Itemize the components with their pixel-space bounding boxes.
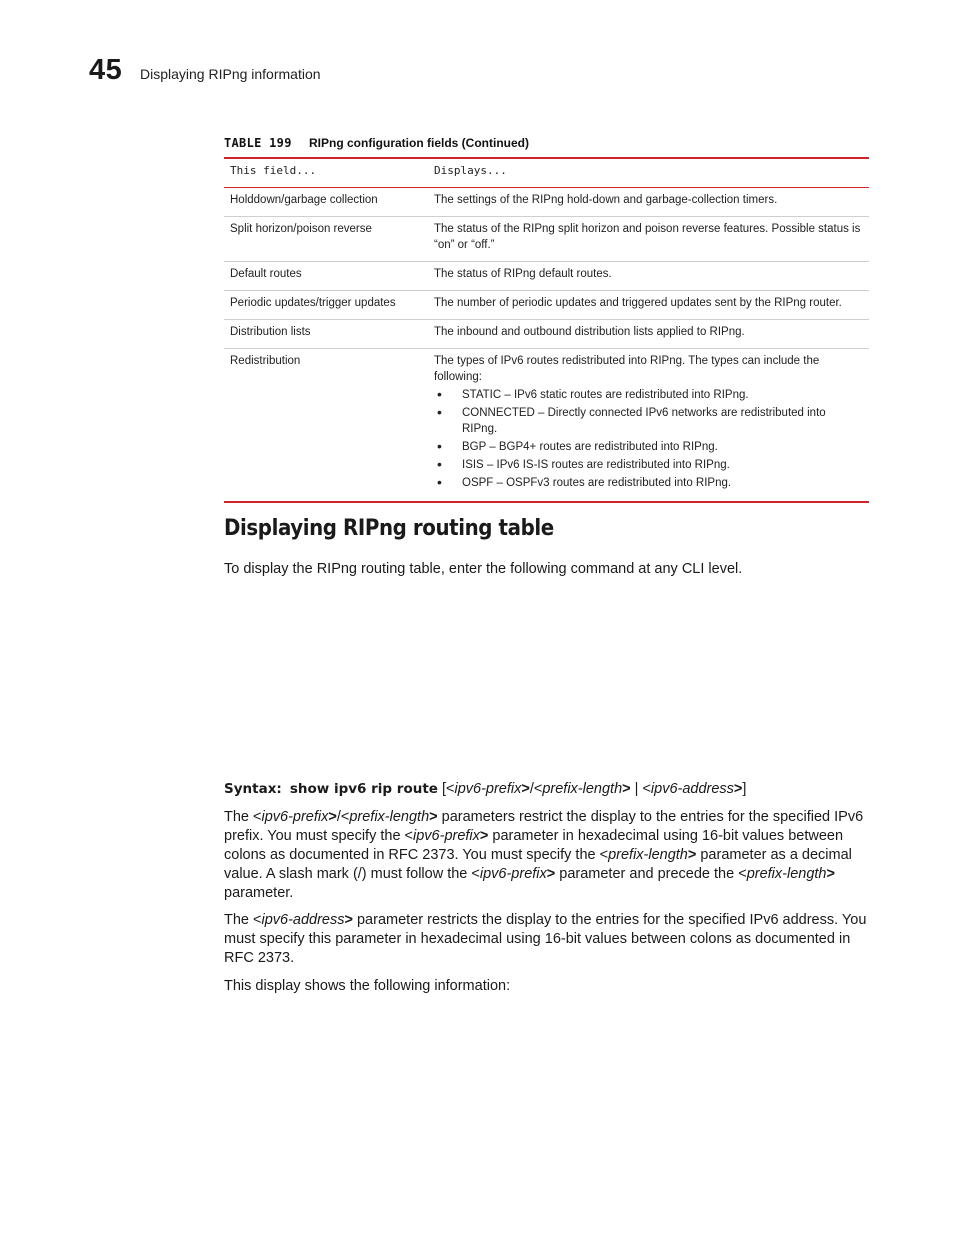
list-item-text: CONNECTED – Directly connected IPv6 networks are redistributed into RIPng. — [462, 407, 826, 435]
list-item — [437, 386, 863, 403]
text-run: parameter as a decimal value. A slash mark (/) must follow the — [224, 847, 852, 882]
text-run: < — [599, 847, 609, 863]
syntax-bracket: [ — [441, 781, 447, 797]
text-run: > — [328, 809, 337, 825]
display-info-paragraph: This display shows the following information: — [224, 978, 511, 994]
table-number: TABLE 199 — [224, 136, 292, 150]
field-name: Holddown/garbage collection — [224, 188, 428, 217]
chapter-number: 45 — [89, 54, 123, 86]
syntax-command: show ipv6 rip route — [289, 781, 438, 797]
ripng-fields-table — [224, 157, 869, 503]
text-run: < — [738, 866, 747, 882]
section-heading: Displaying RIPng routing table — [224, 516, 554, 541]
text-run: > — [429, 809, 438, 825]
field-description: The number of periodic updates and triggered updates sent by the RIPng router. — [428, 291, 869, 320]
text-run: > — [687, 847, 697, 863]
table-row — [224, 320, 869, 349]
field-description: The status of RIPng default routes. — [428, 262, 869, 291]
syntax-gt: > — [521, 781, 530, 797]
text-run: < — [471, 866, 480, 882]
syntax-line — [224, 780, 869, 799]
syntax-pipe: | — [630, 781, 643, 797]
field-name: Distribution lists — [224, 320, 428, 349]
text-run: > — [826, 866, 835, 882]
param-name: ipv6-address — [261, 912, 345, 928]
list-item-text: BGP – BGP4+ routes are redistributed into RIPng. — [462, 441, 718, 453]
param-name: prefix-length — [608, 847, 688, 863]
bullet-icon: • — [437, 474, 442, 490]
field-description — [428, 349, 869, 503]
field-name: Split horizon/poison reverse — [224, 217, 428, 262]
text-run: > — [479, 828, 489, 844]
syntax-bracket: ] — [742, 781, 747, 797]
list-item-text: OSPF – OSPFv3 routes are redistributed into RIPng. — [462, 477, 732, 489]
field-name: Periodic updates/trigger updates — [224, 291, 428, 320]
field-name: Redistribution — [230, 355, 301, 367]
running-header-title: Displaying RIPng information — [140, 66, 321, 82]
redistribution-intro: The types of IPv6 routes redistributed into RIPng. The types can include the following: — [434, 355, 820, 383]
column-header-displays: Displays... — [428, 158, 869, 188]
text-run: > — [546, 866, 556, 882]
table-row — [224, 349, 869, 503]
text-run: The — [224, 912, 254, 928]
list-item — [437, 438, 863, 455]
text-run: < — [340, 809, 350, 825]
text-run: < — [253, 809, 262, 825]
text-run: parameter in hexadecimal using 16-bit values between colons as documented in RFC 2373. You must specify the — [224, 828, 844, 863]
section-intro: To display the RIPng routing table, enter the following command at any CLI level. — [224, 561, 743, 577]
param-name: prefix-length — [349, 809, 430, 825]
text-run: > — [344, 912, 353, 928]
syntax-lt: < — [642, 781, 651, 797]
text-run: parameter restricts the display to the entries for the specified IPv6 address. You must specify this parameter in hexadecimal using 16-bit values between colons as documented in RFC 2373. — [224, 912, 867, 966]
list-item-text: STATIC – IPv6 static routes are redistributed into RIPng. — [462, 389, 749, 401]
bullet-icon: • — [437, 438, 442, 454]
list-item-text: ISIS – IPv6 IS-IS routes are redistributed into RIPng. — [462, 459, 730, 471]
param-name: ipv6-prefix — [413, 828, 480, 844]
text-run: parameter and precede the — [555, 866, 739, 882]
field-name: Default routes — [224, 262, 428, 291]
param-name: ipv6-prefix — [261, 809, 329, 825]
text-run: < — [404, 828, 414, 844]
prefix-parameter-paragraph — [224, 808, 869, 903]
list-item — [437, 404, 863, 437]
redistribution-type-list — [434, 387, 863, 491]
syntax-lt: < — [446, 781, 455, 797]
text-run: The — [224, 809, 254, 825]
syntax-param-length: prefix-length — [542, 781, 623, 797]
table-row — [224, 291, 869, 320]
address-parameter-paragraph — [224, 911, 869, 968]
bullet-icon: • — [437, 456, 442, 472]
list-item — [437, 456, 863, 473]
syntax-slash: / — [529, 781, 534, 797]
syntax-gt: > — [733, 781, 743, 797]
text-run: / — [336, 809, 341, 825]
table-caption — [224, 136, 869, 150]
syntax-label: Syntax: — [224, 781, 282, 797]
syntax-lt: < — [533, 781, 543, 797]
text-run: parameters restrict the display to the entries for the specified IPv6 prefix. You must specify the — [224, 809, 864, 844]
bullet-icon: • — [437, 386, 442, 402]
text-run: parameter. — [224, 885, 294, 901]
table-row — [224, 188, 869, 217]
syntax-param-prefix: ipv6-prefix — [454, 781, 522, 797]
list-item — [437, 474, 863, 491]
column-header-field: This field... — [224, 158, 428, 188]
param-name: prefix-length — [746, 866, 827, 882]
table-row — [224, 217, 869, 262]
syntax-param-address: ipv6-address — [650, 781, 734, 797]
field-description: The settings of the RIPng hold-down and garbage-collection timers. — [428, 188, 869, 217]
text-run: < — [253, 912, 262, 928]
param-name: ipv6-prefix — [479, 866, 547, 882]
bullet-icon: • — [437, 404, 442, 420]
field-description: The inbound and outbound distribution lists applied to RIPng. — [428, 320, 869, 349]
table-caption-text: RIPng configuration fields (Continued) — [309, 136, 529, 150]
field-description: The status of the RIPng split horizon and poison reverse features. Possible status is “on” or “off.” — [428, 217, 869, 262]
syntax-gt: > — [622, 781, 631, 797]
table-header-row — [224, 158, 869, 188]
table-row — [224, 262, 869, 291]
